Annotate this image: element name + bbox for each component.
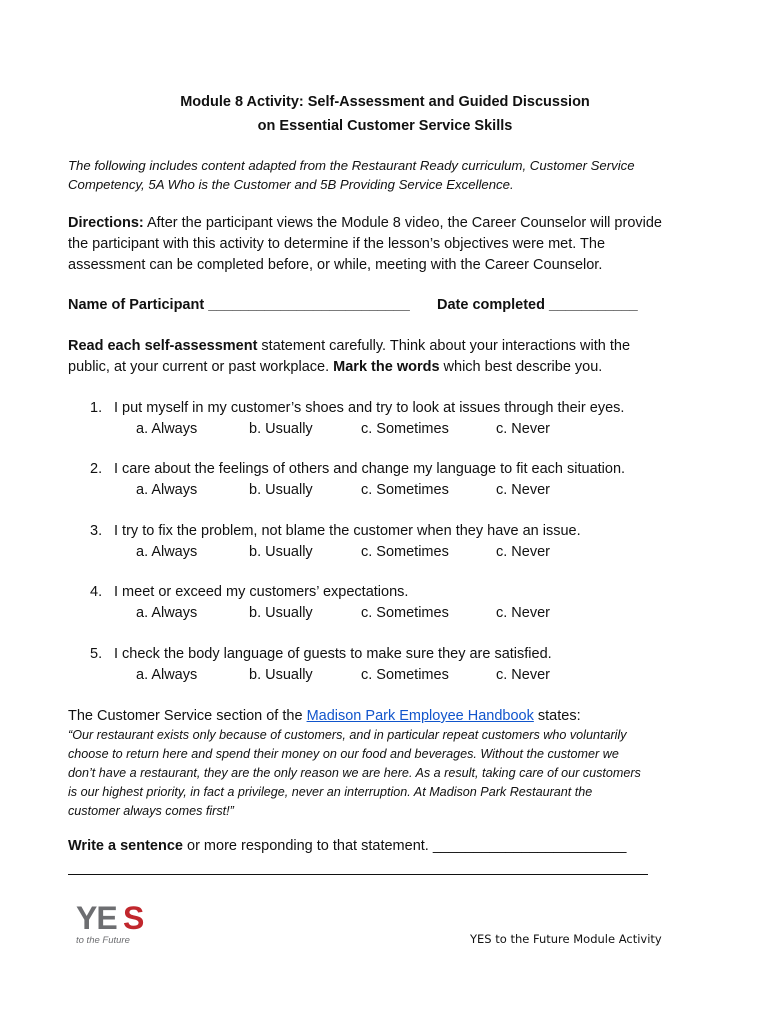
name-field[interactable] xyxy=(68,297,410,313)
logo-s-letter: S xyxy=(123,900,145,936)
option-sometimes[interactable]: c. Sometimes xyxy=(361,605,449,621)
instructions-text-3: which best describe you. xyxy=(439,359,603,375)
directions-label: Directions: xyxy=(68,215,144,231)
logo-ye-letters: YE xyxy=(76,900,117,936)
option-always[interactable]: a. Always xyxy=(136,482,198,498)
quote-line4: is our highest priority, in fact a privilege, never an interruption. At Madison Park Restaurant the xyxy=(68,785,593,799)
quote-line3: don’t have a restaurant, they are the only reason we are here. As a result, taking care of our customers xyxy=(68,766,641,780)
intro-line2: Competency, 5A Who is the Customer and 5B Providing Service Excellence. xyxy=(68,177,514,192)
option-always[interactable]: a. Always xyxy=(136,544,198,560)
question-number: 4. xyxy=(90,584,103,600)
directions-line3: assessment can be completed before, or while, meeting with the Career Counselor. xyxy=(68,257,603,273)
option-never[interactable]: c. Never xyxy=(496,544,550,560)
question-text: I put myself in my customer’s shoes and try to look at issues through their eyes. xyxy=(114,400,625,416)
question-number: 1. xyxy=(90,400,103,416)
option-never[interactable]: c. Never xyxy=(496,482,550,498)
write-sentence-bold: Write a sentence xyxy=(68,838,183,854)
option-never[interactable]: c. Never xyxy=(496,605,550,621)
yes-logo-graphic xyxy=(75,898,155,948)
handbook-line xyxy=(68,708,581,724)
document-title-line1: Module 8 Activity: Self-Assessment and Guided Discussion xyxy=(180,94,590,110)
instructions-text-2: public, at your current or past workplace. xyxy=(68,359,334,375)
name-blank[interactable]: _________________________ xyxy=(208,297,410,313)
footer-text: YES to the Future Module Activity xyxy=(470,932,662,946)
question-text: I care about the feelings of others and change my language to fit each situation. xyxy=(114,461,626,477)
question-text: I try to fix the problem, not blame the customer when they have an issue. xyxy=(114,523,581,539)
date-label: Date completed xyxy=(437,297,545,313)
option-never[interactable]: c. Never xyxy=(496,421,550,437)
document-title-line2: on Essential Customer Service Skills xyxy=(257,118,513,134)
instructions-line2 xyxy=(68,359,602,375)
write-sentence-text[interactable]: or more responding to that statement. ________________________ xyxy=(182,838,627,854)
quote-line2: choose to return here and spend their money on our food and beverages. Without the customer we xyxy=(68,747,619,761)
date-field[interactable] xyxy=(437,297,638,313)
quote-line1: “Our restaurant exists only because of customers, and in particular repeat customers who voluntarily xyxy=(68,728,627,742)
option-sometimes[interactable]: c. Sometimes xyxy=(361,421,449,437)
option-always[interactable]: a. Always xyxy=(136,605,198,621)
answer-line[interactable] xyxy=(68,874,648,875)
option-always[interactable]: a. Always xyxy=(136,421,198,437)
handbook-text-after: states: xyxy=(533,708,581,724)
quote-line5: customer always comes first!” xyxy=(68,804,234,818)
directions-text-1: After the participant views the Module 8 video, the Career Counselor will provide xyxy=(143,215,662,231)
instructions-line1 xyxy=(68,338,630,354)
option-usually[interactable]: b. Usually xyxy=(249,544,313,560)
question-text: I check the body language of guests to make sure they are satisfied. xyxy=(114,646,552,662)
question-number: 5. xyxy=(90,646,103,662)
question-text: I meet or exceed my customers’ expectations. xyxy=(114,584,409,600)
write-sentence-prompt[interactable] xyxy=(68,838,626,854)
logo-tagline: to the Future xyxy=(76,935,130,946)
instructions-bold-1: Read each self-assessment xyxy=(68,338,258,354)
handbook-text-before: The Customer Service section of the xyxy=(68,708,307,724)
instructions-bold-2: Mark the words xyxy=(333,359,440,375)
name-label: Name of Participant xyxy=(68,297,205,313)
option-sometimes[interactable]: c. Sometimes xyxy=(361,667,449,683)
question-number: 2. xyxy=(90,461,103,477)
option-usually[interactable]: b. Usually xyxy=(249,667,313,683)
option-sometimes[interactable]: c. Sometimes xyxy=(361,544,449,560)
directions-line2: the participant with this activity to determine if the lesson’s objectives were met. The xyxy=(68,236,606,252)
intro-line1: The following includes content adapted from the Restaurant Ready curriculum, Customer Service xyxy=(68,158,635,173)
option-sometimes[interactable]: c. Sometimes xyxy=(361,482,449,498)
option-always[interactable]: a. Always xyxy=(136,667,198,683)
question-number: 3. xyxy=(90,523,103,539)
directions-line1 xyxy=(68,215,662,231)
date-blank[interactable]: ___________ xyxy=(549,297,638,313)
instructions-text-1: statement carefully. Think about your interactions with the xyxy=(257,338,631,354)
option-never[interactable]: c. Never xyxy=(496,667,550,683)
handbook-link[interactable]: Madison Park Employee Handbook xyxy=(306,708,534,724)
option-usually[interactable]: b. Usually xyxy=(249,421,313,437)
yes-logo xyxy=(75,898,155,948)
option-usually[interactable]: b. Usually xyxy=(249,482,313,498)
option-usually[interactable]: b. Usually xyxy=(249,605,313,621)
